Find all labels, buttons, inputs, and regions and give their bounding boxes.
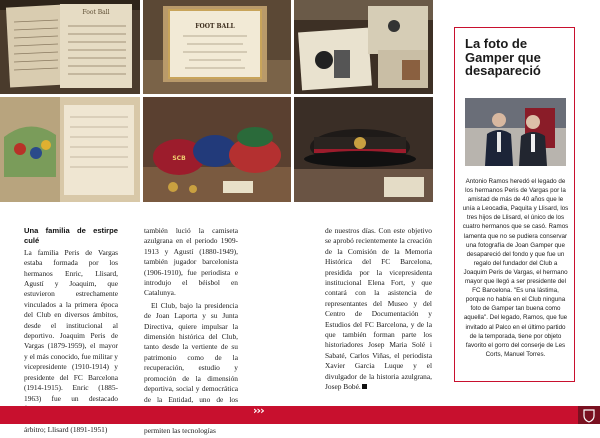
photo2-caption: FOOT BALL xyxy=(195,23,235,30)
article-paragraph: El Club, bajo la presidencia de Joan Laporta y su Junta Directiva, quiere impulsar la dimensión histórica del Club, tanto desde la vertiente de su patrimonio como de la recuperación, estudio y promoción de la dimensión deportiva, social y democrática de la Entidad, uno de los permiten las tecnologías xyxy=(144,300,238,435)
article-heading: Una familia de estirpe culé xyxy=(24,226,118,246)
end-of-article-mark xyxy=(362,384,367,389)
chevrons-right-icon: ››› xyxy=(253,404,264,417)
photo-book-and-figurines xyxy=(294,0,433,94)
sidebar-photo-two-men xyxy=(465,98,566,166)
photo-painted-illustration xyxy=(0,97,140,202)
article-paragraph: La familia Peris de Vargas estaba formada por los hermanos Enric, Llisard, Agustí y Joaquim, que estuvieron estrechamente vinculados a la primera época del Club en diversos ámbitos, desde el institucional al deportivo. Joaquim Peris de Vargas (1879-1959), el mayor y el más conocido, fue militar y vicepresidente (1910-1914) y presidente del FC Barcelona (1914-1915). Enric (1885-1963) fue un destacado árbitro; Llisard (1891-1951) xyxy=(24,247,118,434)
photo-conserje-hat xyxy=(294,97,433,202)
sidebar-box xyxy=(454,27,575,382)
photo-caps-and-medals xyxy=(143,97,291,202)
photo-foot-ball-poster xyxy=(143,0,291,94)
photo1-caption: Foot Ball xyxy=(82,9,110,16)
article-column-3 xyxy=(325,226,432,395)
article-paragraph: también lució la camiseta azulgrana en el periodo 1909-1913 y Agustí (1880-1949), también jugador barcelonista (1906-1910), fue periodista e introdujo el béisbol en Catalunya. xyxy=(144,226,238,298)
photo-old-documents xyxy=(0,0,140,94)
sidebar-title: La foto de Gamper que desapareció xyxy=(465,36,541,78)
article-paragraph: de nuestros días. Con este objetivo se aprobó recientemente la creación de la Comisión de la Memoria Histórica del FC Barcelona, presidida por la vicepresidenta institucional Elena Fort, y que contará con la asistencia de representantes del Museo y del Centro de Documentación y Estudios del FC Barcelona, y de la que también forman parte los historiadores Josep Maria Solé i Sabaté, Carlos Viñas, el periodista Xavier Garcia Luque y el divulgador de la historia azulgrana, Josep Bobé. xyxy=(325,226,432,392)
footer-bar xyxy=(0,406,600,424)
photo5-caption: SCB xyxy=(172,155,186,162)
club-crest-icon xyxy=(578,406,600,424)
sidebar-body: Antonio Ramos heredó el legado de los hermanos Peris de Vargas por la amistad de más de 40 años que le unía a Leocadia, Paquita y Llisard, los tres hijos de Llisard, el único de los cuatro hermanos que se casó. Ramos lamenta que no se pudiera conservar una fotografía de Joan Gamper que desapareció del fondo y que fue un regalo del fundador del Club a Joaquim Peris de Vargas, el hermano mayor que llegó a ser presidente del FC Barcelona. "Es una lástima, porque no había en el Club ninguna foto de Gamper tan buena como aquella". Del legado, Ramos, que fue invitado al Palco en el último partido de la temporada, tiene por objeto favorito el gorro del conserje de Les Corts, Manuel Torres. xyxy=(462,178,569,358)
